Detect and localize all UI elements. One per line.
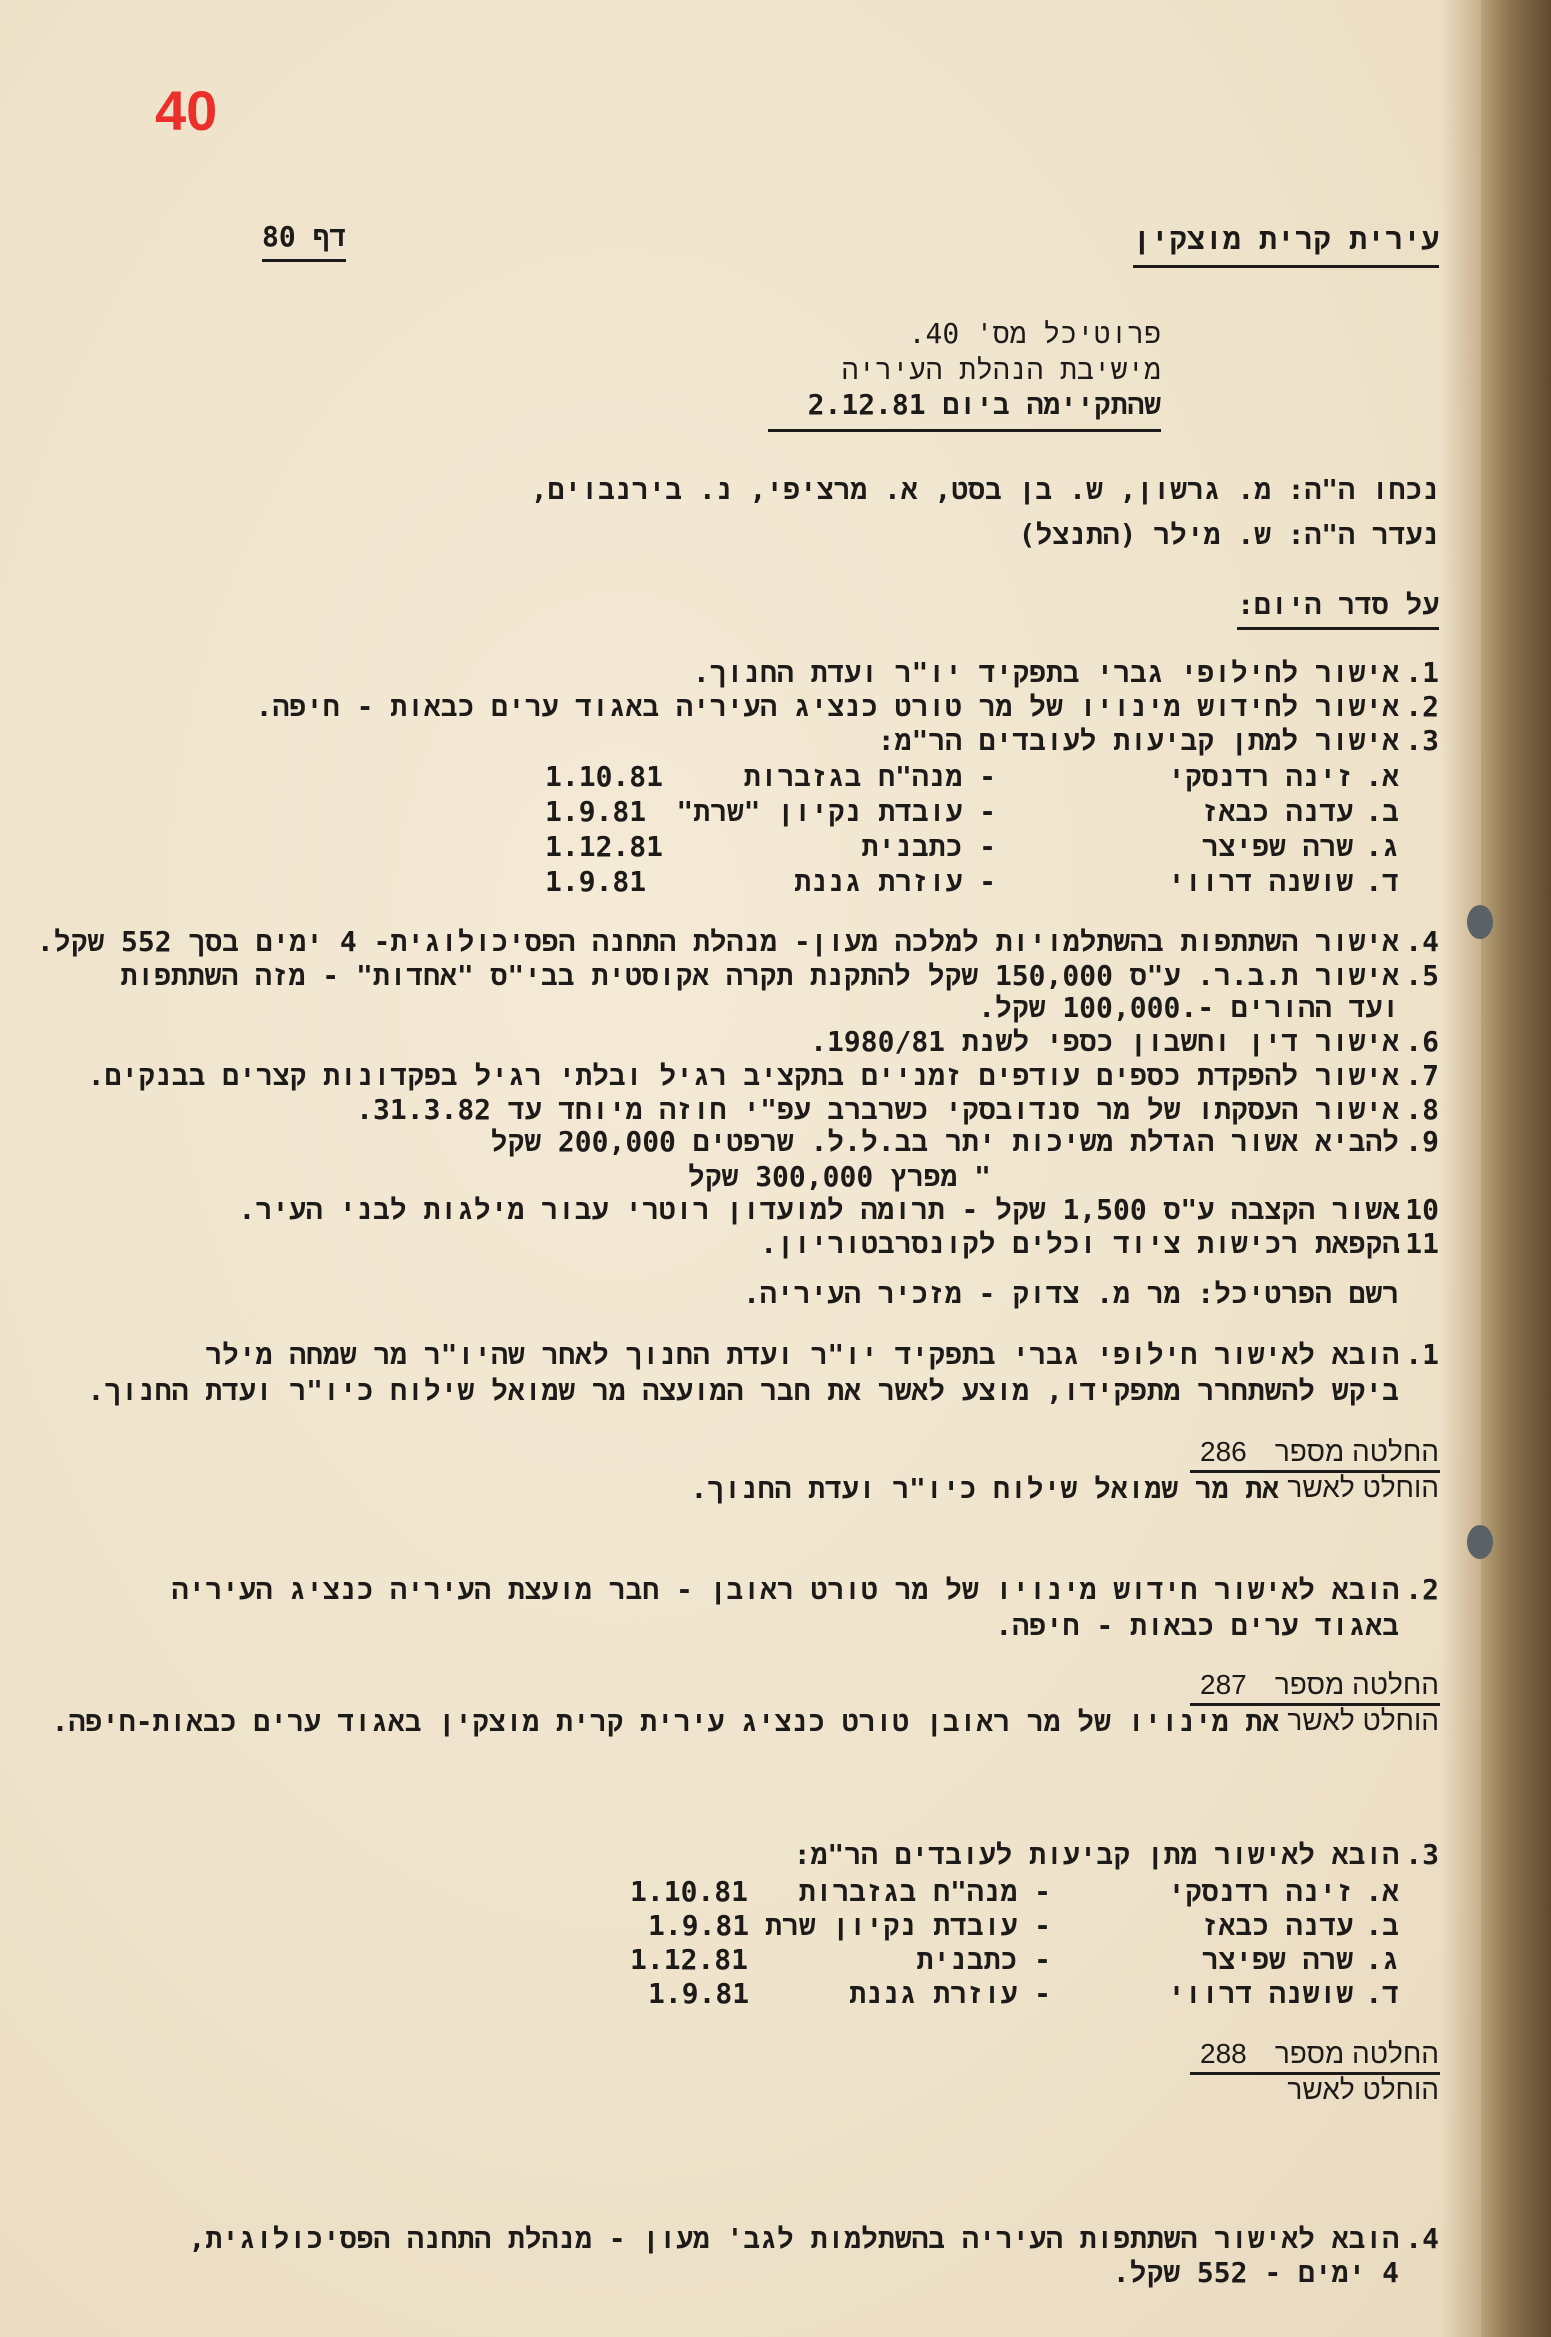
staff-letter: ג.	[1365, 1943, 1399, 1976]
resolution-label: החלטה מספר	[1274, 1436, 1439, 1467]
staff-letter: ב.	[1365, 1909, 1399, 1942]
agenda-num: .6	[1405, 1025, 1439, 1058]
agenda-item: אישור דין וחשבון כספי לשנת 1980/81.	[810, 1025, 1399, 1058]
staff-name: עדנה כבאז	[1201, 795, 1353, 828]
agenda-item: אישור למתן קביעות לעובדים הר"מ:	[877, 724, 1399, 757]
agenda-num: .5	[1405, 959, 1439, 992]
item-line: הובא לאישור מתן קביעות לעובדים הר"מ:	[793, 1838, 1399, 1871]
staff-date: 1.10.81	[545, 760, 664, 793]
minutes-taker: רשם הפרטיכל: מר מ. צדוק - מזכיר העיריה.	[743, 1277, 1399, 1310]
agenda-item: אישור ת.ב.ר. ע"ס 150,000 שקל להתקנת תקרה אקוסטית בבי"ס "אחדות" - מזה השתתפות	[120, 959, 1399, 992]
binder-hole	[1467, 905, 1493, 939]
staff-date: 1.10.81	[630, 1875, 749, 1908]
staff-role: - עובדת נקיון שרת	[765, 1909, 1051, 1942]
resolution-number: 288	[1200, 2038, 1247, 2069]
agenda-item: אישור השתתפות בהשתלמויות למלכה מעון- מנהלת התחנה הפסיכולוגית- 4 ימים בסך 552 שקל.	[36, 925, 1399, 958]
staff-letter: א.	[1365, 760, 1399, 793]
agenda-num: .9	[1405, 1125, 1439, 1158]
staff-name: עדנה כבאז	[1201, 1909, 1353, 1942]
staff-date: 1.9.81	[648, 1909, 750, 1942]
present-names: מ. גרשון, ש. בן בסט, א. מרציפי, נ. בירנבוים,	[530, 473, 1271, 506]
resolved-label: הוחלט לאשר	[1287, 1705, 1439, 1736]
agenda-item: אישור לחידוש מינויו של מר טורט כנציג העיריה באגוד ערים כבאות - חיפה.	[255, 690, 1399, 723]
item-num: .4	[1405, 2222, 1439, 2255]
agenda-item: אישור לחילופי גברי בתפקיד יו"ר ועדת החנוך.	[692, 656, 1399, 689]
agenda-title: על סדר היום:	[1237, 588, 1439, 630]
item-num: .1	[1405, 1338, 1439, 1371]
agenda-num: .1	[1405, 656, 1439, 689]
staff-name: שושנה דרווי	[1168, 1977, 1353, 2010]
agenda-num: .8	[1405, 1093, 1439, 1126]
agenda-item: אשור הקצבה ע"ס 1,500 שקל - תרומה למועדון רוטרי עבור מילגות לבני העיר.	[238, 1193, 1399, 1226]
agenda-num: .7	[1405, 1059, 1439, 1092]
absent-names: ש. מילר (התנצל)	[1018, 518, 1271, 551]
staff-name: שושנה דרווי	[1168, 865, 1353, 898]
agenda-item: ועד ההורים -.100,000 שקל.	[978, 991, 1399, 1024]
staff-date: 1.9.81	[545, 865, 647, 898]
item-line: 4 ימים - 552 שקל.	[1112, 2256, 1399, 2289]
resolved-text: את מינויו של מר ראובן טורט כנציג עירית קרית מוצקין באגוד ערים כבאות-חיפה.	[51, 1705, 1279, 1738]
staff-role: - מנה"ח בגזברות	[798, 1875, 1051, 1908]
agenda-item: להביא אשור הגדלת משיכות יתר בב.ל.ל. שרפטים 200,000 שקל	[490, 1125, 1399, 1158]
resolved-text: את מר שמואל שילוח כיו"ר ועדת החנוך.	[690, 1472, 1279, 1505]
present-label: נכחו ה"ה:	[1287, 473, 1439, 506]
item-line: הובא לאישור חילופי גברי בתפקיד יו"ר ועדת החנוך לאחר שהיו"ר מר שמחה מילר	[205, 1338, 1399, 1371]
staff-letter: ד.	[1365, 865, 1399, 898]
staff-date: 1.9.81	[648, 1977, 750, 2010]
agenda-item: הקפאת רכישות ציוד וכלים לקונסרבטוריון.	[760, 1227, 1399, 1260]
staff-name: זינה רדנסקי	[1168, 1875, 1353, 1908]
staff-role: - כתבנית	[861, 830, 996, 863]
resolved-label: הוחלט לאשר	[1287, 1472, 1439, 1503]
agenda-num: .10	[1388, 1193, 1439, 1226]
item-num: .2	[1405, 1573, 1439, 1606]
item-line: הובא לאישור השתתפות העיריה בהשתלמות לגב' מעון - מנהלת התחנה הפסיכולוגית,	[188, 2222, 1399, 2255]
staff-letter: ג.	[1365, 830, 1399, 863]
staff-letter: א.	[1365, 1875, 1399, 1908]
staff-role: - מנה"ח בגזברות	[743, 760, 996, 793]
item-num: .3	[1405, 1838, 1439, 1871]
staff-date: 1.12.81	[545, 830, 664, 863]
binder-hole	[1467, 1525, 1493, 1559]
staff-role: - כתבנית	[916, 1943, 1051, 1976]
staff-date: 1.9.81	[545, 795, 647, 828]
meeting-title: מישיבת הנהלת העיריה	[841, 353, 1161, 386]
resolution-label: החלטה מספר	[1274, 1669, 1439, 1700]
agenda-item: אישור העסקתו של מר סנדובסקי כשרברב עפ"י חוזה מיוחד עד 31.3.82.	[356, 1093, 1399, 1126]
staff-role: - עוזרת גננת	[794, 865, 996, 898]
binding-edge	[1481, 0, 1551, 2337]
agenda-num: .4	[1405, 925, 1439, 958]
item-line: באגוד ערים כבאות - חיפה.	[995, 1609, 1399, 1642]
staff-letter: ד.	[1365, 1977, 1399, 2010]
item-line: הובא לאישור חידוש מינויו של מר טורט ראובן - חבר מועצת העיריה כנציג העיריה	[171, 1573, 1399, 1606]
staff-role: - עוזרת גננת	[849, 1977, 1051, 2010]
staff-date: 1.12.81	[630, 1943, 749, 1976]
staff-name: זינה רדנסקי	[1168, 760, 1353, 793]
agenda-item: " מפרץ 300,000 שקל	[687, 1160, 991, 1193]
item-line: ביקש להשתחרר מתפקידו, מוצע לאשר את חבר המועצה מר שמואל שילוח כיו"ר ועדת החנוך.	[87, 1374, 1399, 1407]
meeting-date: שהתקיימה ביום 2.12.81	[768, 388, 1161, 432]
resolution-number: 286	[1200, 1436, 1247, 1467]
agenda-num: .11	[1388, 1227, 1439, 1260]
absent-label: נעדר ה"ה:	[1287, 518, 1439, 551]
staff-name: שרה שפיצר	[1201, 830, 1353, 863]
page-number-stamp: 40	[155, 79, 218, 142]
staff-role: - עובדת נקיון "שרת"	[676, 795, 996, 828]
staff-name: שרה שפיצר	[1201, 1943, 1353, 1976]
protocol-number: פרוטיכל מס' 40.	[908, 317, 1161, 350]
agenda-item: אישור להפקדת כספים עודפים זמניים בתקציב רגיל ובלתי רגיל בפקדונות קצרים בבנקים.	[87, 1059, 1399, 1092]
staff-letter: ב.	[1365, 795, 1399, 828]
resolution-number: 287	[1200, 1669, 1247, 1700]
binding-shadow	[1441, 0, 1481, 2337]
agenda-num: .2	[1405, 690, 1439, 723]
agenda-num: .3	[1405, 724, 1439, 757]
municipality-header: עירית קרית מוצקין	[1133, 222, 1439, 268]
resolution-label: החלטה מספר	[1274, 2038, 1439, 2069]
resolved-label: הוחלט לאשר	[1287, 2074, 1439, 2105]
page-label: דף 80	[262, 220, 346, 262]
